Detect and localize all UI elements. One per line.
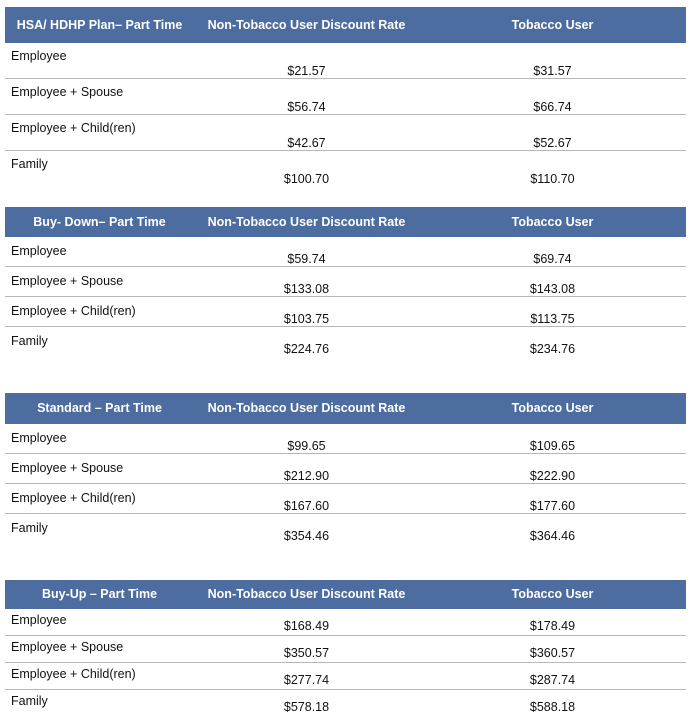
non-tobacco-rate: $167.60 bbox=[283, 499, 330, 513]
non-tobacco-header: Non-Tobacco User Discount Rate bbox=[207, 587, 406, 601]
non-tobacco-rate: $100.70 bbox=[283, 172, 330, 186]
tier-label: Family bbox=[11, 157, 48, 171]
plan-name-header: Buy-Up – Part Time bbox=[41, 587, 158, 601]
plan-name-header: HSA/ HDHP Plan– Part Time bbox=[16, 18, 183, 32]
non-tobacco-rate: $578.18 bbox=[283, 700, 330, 714]
tobacco-rate: $109.65 bbox=[529, 439, 576, 453]
tobacco-rate: $31.57 bbox=[533, 64, 572, 78]
non-tobacco-rate: $21.57 bbox=[287, 64, 326, 78]
table-row bbox=[5, 151, 686, 191]
hsa-hdhp-rate-table bbox=[5, 7, 686, 191]
tobacco-rate: $69.74 bbox=[533, 252, 572, 266]
non-tobacco-rate: $56.74 bbox=[287, 100, 326, 114]
tobacco-header: Tobacco User bbox=[511, 587, 594, 601]
tier-label: Employee bbox=[11, 244, 67, 258]
tier-label: Employee + Child(ren) bbox=[11, 304, 136, 318]
plan-name-header: Buy- Down– Part Time bbox=[33, 215, 166, 229]
table-row bbox=[5, 690, 686, 717]
non-tobacco-rate: $224.76 bbox=[283, 342, 330, 356]
tier-label: Employee + Spouse bbox=[11, 274, 124, 288]
non-tobacco-rate: $59.74 bbox=[287, 252, 326, 266]
table-row bbox=[5, 484, 686, 514]
table-header bbox=[5, 207, 686, 237]
plan-name-header: Standard – Part Time bbox=[37, 401, 162, 415]
non-tobacco-header: Non-Tobacco User Discount Rate bbox=[207, 18, 406, 32]
non-tobacco-rate: $103.75 bbox=[283, 312, 330, 326]
tier-label: Employee + Child(ren) bbox=[11, 667, 136, 681]
tier-label: Family bbox=[11, 334, 48, 348]
tobacco-rate: $110.70 bbox=[530, 172, 575, 186]
tier-label: Employee + Spouse bbox=[11, 640, 124, 654]
non-tobacco-rate: $168.49 bbox=[283, 619, 330, 633]
tobacco-rate: $66.74 bbox=[533, 100, 572, 114]
tobacco-rate: $360.57 bbox=[529, 646, 576, 660]
tobacco-rate: $364.46 bbox=[529, 529, 576, 543]
tobacco-rate: $177.60 bbox=[529, 499, 576, 513]
non-tobacco-rate: $133.08 bbox=[283, 282, 330, 296]
tier-label: Family bbox=[11, 521, 48, 535]
table-row bbox=[5, 609, 686, 636]
table-header bbox=[5, 393, 686, 424]
tier-label: Employee bbox=[11, 613, 67, 627]
tier-label: Employee + Spouse bbox=[11, 461, 124, 475]
tobacco-rate: $588.18 bbox=[529, 700, 576, 714]
tobacco-rate: $178.49 bbox=[529, 619, 576, 633]
table-row bbox=[5, 267, 686, 297]
tobacco-rate: $287.74 bbox=[529, 673, 576, 687]
non-tobacco-rate: $42.67 bbox=[287, 136, 326, 150]
tier-label: Family bbox=[11, 694, 48, 708]
tier-label: Employee bbox=[11, 431, 67, 445]
non-tobacco-rate: $350.57 bbox=[283, 646, 330, 660]
table-row bbox=[5, 79, 686, 115]
tobacco-rate: $143.08 bbox=[529, 282, 576, 296]
tobacco-header: Tobacco User bbox=[511, 215, 594, 229]
tier-label: Employee + Child(ren) bbox=[11, 121, 136, 135]
tier-label: Employee + Spouse bbox=[11, 85, 124, 99]
non-tobacco-header: Non-Tobacco User Discount Rate bbox=[207, 215, 406, 229]
non-tobacco-header: Non-Tobacco User Discount Rate bbox=[207, 401, 406, 415]
table-row bbox=[5, 663, 686, 690]
buy-up-rate-table bbox=[5, 580, 686, 717]
table-header bbox=[5, 7, 686, 43]
tobacco-header: Tobacco User bbox=[511, 18, 594, 32]
non-tobacco-rate: $354.46 bbox=[283, 529, 330, 543]
non-tobacco-rate: $99.65 bbox=[287, 439, 326, 453]
table-row bbox=[5, 43, 686, 79]
tobacco-rate: $52.67 bbox=[533, 136, 572, 150]
table-row bbox=[5, 115, 686, 151]
table-row bbox=[5, 454, 686, 484]
buy-down-rate-table bbox=[5, 207, 686, 357]
non-tobacco-rate: $277.74 bbox=[283, 673, 330, 687]
standard-rate-table bbox=[5, 393, 686, 544]
table-row bbox=[5, 636, 686, 663]
tier-label: Employee + Child(ren) bbox=[11, 491, 136, 505]
tobacco-header: Tobacco User bbox=[511, 401, 594, 415]
tobacco-rate: $113.75 bbox=[530, 312, 575, 326]
tobacco-rate: $222.90 bbox=[529, 469, 576, 483]
non-tobacco-rate: $212.90 bbox=[283, 469, 330, 483]
table-row bbox=[5, 424, 686, 454]
table-row bbox=[5, 237, 686, 267]
table-row bbox=[5, 327, 686, 357]
table-header bbox=[5, 580, 686, 609]
tier-label: Employee bbox=[11, 49, 67, 63]
table-row bbox=[5, 514, 686, 544]
table-row bbox=[5, 297, 686, 327]
tobacco-rate: $234.76 bbox=[529, 342, 576, 356]
